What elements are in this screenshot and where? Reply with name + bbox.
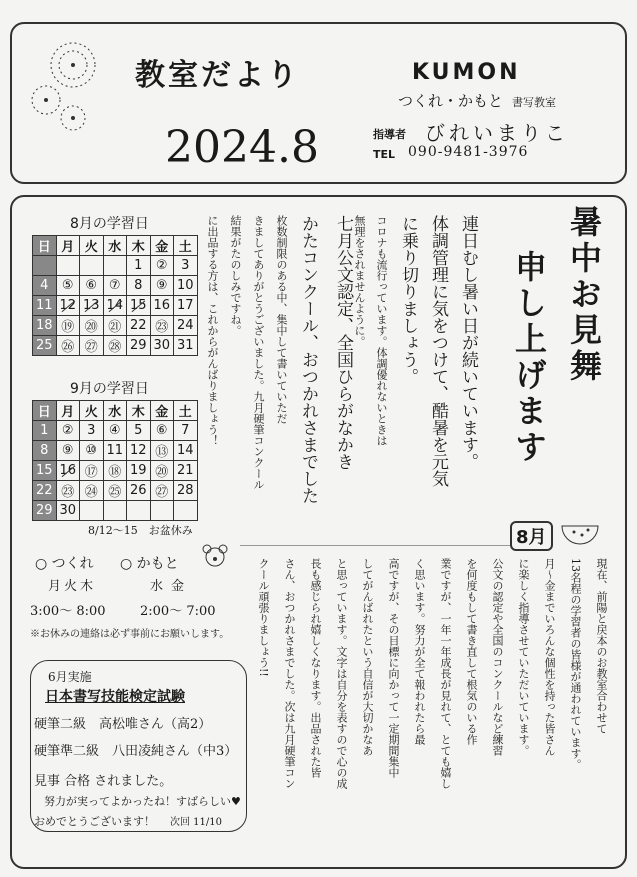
calendar-day: ② xyxy=(56,421,80,441)
classroom-report-line: さん、おつかれさまでした。次は九月硬筆コン xyxy=(283,558,296,789)
classroom-name: つくれ・かもと xyxy=(398,92,504,110)
calendar-day: ㉖ xyxy=(56,336,80,356)
calendar-day: 12 xyxy=(56,296,80,316)
calendar-day: 29 xyxy=(33,501,57,521)
calendar-day: 30 xyxy=(56,501,80,521)
calendar-day: ㉓ xyxy=(150,316,174,336)
greeting-line1: 暑中お見舞 xyxy=(565,205,603,385)
calendar-day: 14 xyxy=(174,441,198,461)
schedule-tsukure: ○ つくれ xyxy=(35,556,94,572)
calendar-day: ⑥ xyxy=(150,421,174,441)
calendar-day: ⑰ xyxy=(80,461,104,481)
calendar-day: ⑳ xyxy=(150,461,174,481)
tel-number: 090-9481-3976 xyxy=(408,144,529,160)
watermelon-icon xyxy=(560,520,600,550)
page-title: 教室だより xyxy=(135,58,300,93)
calendar-day: 21 xyxy=(174,461,198,481)
calendar-day: ㉔ xyxy=(80,481,104,501)
calendar-day: 30 xyxy=(150,336,174,356)
schedule-note: ※お休みの連絡は必ず事前にお願いします。 xyxy=(30,629,230,640)
koala-icon xyxy=(200,540,230,570)
calendar-day: 16 xyxy=(56,461,80,481)
contest-results-line: きましてありがとうございました。九月硬筆コンクール xyxy=(252,215,265,490)
exam-line3: 見事 合格 されました。 xyxy=(34,774,173,789)
instructor-name: びれいまりこ xyxy=(425,121,569,145)
contest-results-line: 枚数制限のある中、集中して書いていただ xyxy=(275,215,288,424)
contest-thanks-line: かたコンクール、おつかれさまでした xyxy=(298,215,318,504)
weekday-header: 木 xyxy=(127,236,151,256)
obon-note: 8/12～15 お盆休み xyxy=(88,524,193,537)
calendar-aug-title: 8月の学習日 xyxy=(70,216,149,232)
weekday-header: 日 xyxy=(33,401,57,421)
weekday-header: 月 xyxy=(56,401,80,421)
weekday-header: 火 xyxy=(80,236,104,256)
month-badge: 8月 xyxy=(510,521,553,551)
calendar-day: ⑱ xyxy=(103,461,127,481)
weekday-header: 月 xyxy=(56,236,80,256)
kumon-logo: KUMON xyxy=(412,60,521,85)
calendar-sep-title: 9月の学習日 xyxy=(70,381,149,397)
calendar-sep xyxy=(32,400,198,521)
schedule-kamoto: ○ かもと xyxy=(120,556,179,572)
calendar-day: 26 xyxy=(127,481,151,501)
tel-label: TEL xyxy=(373,148,396,161)
exam-next-date: 次回 11/10 xyxy=(170,817,222,828)
calendar-day xyxy=(174,501,198,521)
calendar-day: 31 xyxy=(174,336,198,356)
calendar-day: 14 xyxy=(103,296,127,316)
contest-results-line: 結果がたのしみですね。 xyxy=(229,215,242,336)
issue-date: 2024.8 xyxy=(165,122,319,173)
calendar-day xyxy=(150,501,174,521)
calendar-day: ⑳ xyxy=(80,316,104,336)
calendar-day: 22 xyxy=(33,481,57,501)
weekday-header: 金 xyxy=(150,236,174,256)
classroom-report-line: に楽しく指導させていただいています。 xyxy=(517,558,530,756)
calendar-day xyxy=(56,256,80,276)
calendar-day: 1 xyxy=(33,421,57,441)
calendar-day xyxy=(33,256,57,276)
contest-results-line: に出品する方は、これからがんばりましょう！ xyxy=(206,215,219,446)
classroom-report-line: 公文の認定や全国のコンクールなど練習 xyxy=(491,558,504,756)
calendar-day xyxy=(103,501,127,521)
weekday-header: 土 xyxy=(174,401,198,421)
calendar-day: 28 xyxy=(174,481,198,501)
calendar-day: ⑤ xyxy=(56,276,80,296)
calendar-day: ⑦ xyxy=(103,276,127,296)
schedule-kamoto-time: 2:00～ 7:00 xyxy=(140,604,216,619)
schedule-tsukure-days: 月火木 xyxy=(48,579,97,594)
weekday-header: 水 xyxy=(103,401,127,421)
health-note-line: 無理をされませんように。 xyxy=(353,215,366,347)
calendar-day: 16 xyxy=(150,296,174,316)
classroom-report-line: と思っています。文字は自分を表すので心の成 xyxy=(335,558,348,789)
calendar-day: 11 xyxy=(33,296,57,316)
calendar-day: ④ xyxy=(103,421,127,441)
calendar-day: ⑲ xyxy=(56,316,80,336)
classroom-report-line: 長も感じられ嬉しくなります。出品された皆 xyxy=(309,558,322,778)
weekday-header: 火 xyxy=(80,401,104,421)
calendar-day: ⑩ xyxy=(80,441,104,461)
calendar-day: ⑨ xyxy=(150,276,174,296)
instructor-label: 指導者 xyxy=(373,128,406,141)
classroom-report-line: を何度もして書き直して根気のいる作 xyxy=(465,558,478,745)
calendar-day: 17 xyxy=(174,296,198,316)
weekday-header: 土 xyxy=(174,236,198,256)
calendar-aug xyxy=(32,235,198,356)
calendar-day: 8 xyxy=(33,441,57,461)
calendar-day: ⑬ xyxy=(150,441,174,461)
calendar-day: 15 xyxy=(127,296,151,316)
classroom-report-line: 月～金までいろんな個性を持った皆さん xyxy=(543,558,556,756)
calendar-day: 13 xyxy=(80,296,104,316)
weekday-header: 木 xyxy=(127,401,151,421)
classroom-report-line: 13名程の学習者の皆様が通われています。 xyxy=(569,558,582,770)
classroom-report-line: く思います。努力が全て報われたら最 xyxy=(413,558,426,745)
calendar-day: ② xyxy=(150,256,174,276)
calendar-day: 25 xyxy=(33,336,57,356)
classroom-report-line: 業ですが、一年一年成長が見れて、とても嬉し xyxy=(439,558,452,789)
classroom-report-line: してがんばれたという自信が大切かなあ xyxy=(361,558,374,756)
calendar-day: ㉓ xyxy=(56,481,80,501)
weekday-header: 金 xyxy=(150,401,174,421)
calendar-day xyxy=(127,501,151,521)
calendar-day: 7 xyxy=(174,421,198,441)
calendar-day: 3 xyxy=(174,256,198,276)
schedule-tsukure-time: 3:00～ 8:00 xyxy=(30,604,106,619)
calendar-day: 10 xyxy=(174,276,198,296)
divider-line xyxy=(240,545,510,546)
exam-line5: おめでとうございます！ xyxy=(34,815,155,828)
calendar-day: 24 xyxy=(174,316,198,336)
calendar-day: ㉗ xyxy=(80,336,104,356)
calendar-day: ㉗ xyxy=(150,481,174,501)
calendar-day: 18 xyxy=(33,316,57,336)
calendar-day: ㉑ xyxy=(103,316,127,336)
classroom-report-line: 高ですが、その目標に向かって一定期間集中 xyxy=(387,558,400,778)
calendar-day xyxy=(103,256,127,276)
calendar-day: ㉕ xyxy=(103,481,127,501)
schedule-kamoto-label: かもと xyxy=(136,556,179,572)
calendar-day: 1 xyxy=(127,256,151,276)
calendar-day: 8 xyxy=(127,276,151,296)
calendar-day: 11 xyxy=(103,441,127,461)
calendar-day: 22 xyxy=(127,316,151,336)
classroom-type: 書写教室 xyxy=(512,96,556,109)
calendar-day: 4 xyxy=(33,276,57,296)
calendar-day: 29 xyxy=(127,336,151,356)
fireworks-icon xyxy=(18,30,113,140)
exam-line1: 硬筆二級 高松唯さん（高2） xyxy=(34,717,212,732)
health-note-line: コロナも流行っています。体調優れないときは xyxy=(375,215,388,446)
calendar-day: ⑥ xyxy=(80,276,104,296)
calendar-day: 12 xyxy=(127,441,151,461)
calendar-day xyxy=(80,501,104,521)
calendar-day: 5 xyxy=(127,421,151,441)
exam-title: 日本書写技能検定試験 xyxy=(45,689,185,705)
greeting-line2: 申し上げます xyxy=(510,250,548,466)
exam-line4: 努力が実ってよかったね！すばらしい♥ xyxy=(44,795,241,808)
calendar-day: 19 xyxy=(127,461,151,481)
calendar-day: ⑨ xyxy=(56,441,80,461)
calendar-day: ㉘ xyxy=(103,336,127,356)
heat-greeting-line: 体調管理に気をつけて、酷暑を元気 xyxy=(428,215,448,487)
calendar-day: 3 xyxy=(80,421,104,441)
exam-heading: 6月実施 xyxy=(48,670,92,684)
weekday-header: 日 xyxy=(33,236,57,256)
heat-greeting-line: に乗り切りましょう。 xyxy=(398,215,418,385)
calendar-day: 15 xyxy=(33,461,57,481)
weekday-header: 水 xyxy=(103,236,127,256)
schedule-tsukure-label: つくれ xyxy=(51,556,94,572)
contest-thanks-line: 七月公文認定、全国ひらがなかき xyxy=(333,215,353,470)
calendar-day xyxy=(80,256,104,276)
heat-greeting-line: 連日むし暑い日が続いています。 xyxy=(458,215,478,470)
exam-line2: 硬筆準二級 八田凌純さん（中3） xyxy=(34,744,238,759)
classroom-report-line: 現在、前陽と戻本のお教室合わせて xyxy=(595,558,608,734)
schedule-kamoto-days: 水金 xyxy=(150,579,193,594)
classroom-report-line: クール頑張りましょう!! xyxy=(257,558,270,677)
